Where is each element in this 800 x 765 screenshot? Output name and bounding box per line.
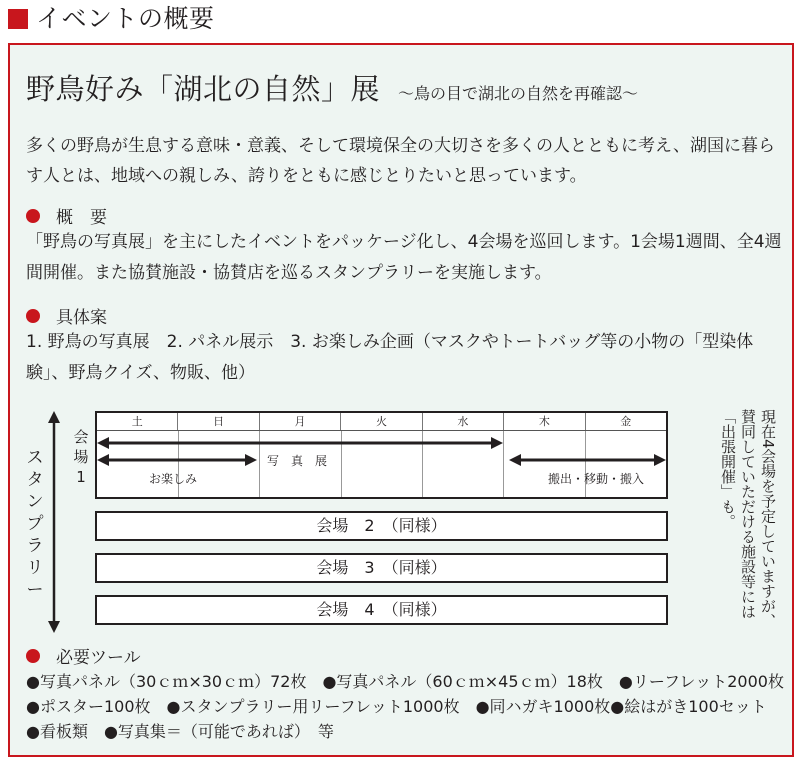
moving-label: 搬出・移動・搬入: [548, 472, 645, 486]
tools-heading: [26, 643, 141, 668]
intro-text: 多くの野鳥が生息する意味・意義、そして環境保全の大切さを多くの人とともに考え、湖国に暮らす人とは、地域への親しみ、誇りをともに感じとりたいと思っています。: [26, 136, 776, 186]
plan-text: 1. 野鳥の写真展 2. パネル展示 3. お楽しみ企画（マスクやトートバッグ等の小物の「型染体験」、野鳥クイズ、物販、他）: [26, 332, 754, 383]
title-row: [26, 67, 638, 108]
day-mon: 月: [260, 413, 341, 430]
day-wed: 水: [423, 413, 504, 430]
overview-heading-label: 概 要: [56, 208, 107, 228]
schedule-diagram: [10, 405, 792, 635]
tools-heading-label: 必要ツール: [56, 648, 141, 668]
venue4-bar: 会場 4 （同様）: [95, 595, 668, 625]
fun-event-arrow: [97, 454, 257, 466]
section-header: [8, 4, 215, 34]
day-thu: 木: [504, 413, 585, 430]
red-dot-icon: [26, 309, 40, 323]
venue3-bar: 会場 3 （同様）: [95, 553, 668, 583]
plan-heading-label: 具体案: [56, 308, 107, 328]
moving-arrow: [509, 454, 666, 466]
overview-text: 「野鳥の写真展」を主にしたイベントをパッケージ化し、4会場を巡回します。1会場1週間、全4週間開催。また協賛施設・協賛店を巡るスタンプラリーを実施します。: [26, 232, 782, 283]
red-dot-icon: [26, 209, 40, 223]
venue1-label: 会場1: [73, 428, 89, 486]
section-title: イベントの概要: [36, 4, 215, 33]
tools-text: ●写真パネル（30ｃｍ×30ｃｍ）72枚 ●写真パネル（60ｃｍ×45ｃｍ）18枚 ●リーフレット2000枚 ●ポスター100枚 ●スタンプラリー用リーフレット1000枚 ●同ハガキ1000枚●絵はがき100セット ●看板類 ●写真集＝（可能であれば） 等: [26, 672, 800, 741]
venue1-timeline: [95, 411, 668, 499]
event-title: 野鳥好み「湖北の自然」展: [26, 72, 381, 106]
photo-exhibition-arrow: [97, 437, 503, 449]
fun-event-label: お楽しみ: [149, 472, 198, 486]
red-square-icon: [8, 9, 28, 29]
double-arrow-vertical-icon: [48, 411, 60, 633]
overview-heading: [26, 203, 107, 228]
stamp-rally-label: スタンプラリー: [26, 448, 44, 600]
venue-note: 現在4会場を予定していますが、賛同していただける施設等には「出張開催」も。: [719, 409, 777, 629]
event-subtitle: 〜鳥の目で湖北の自然を再確認〜: [398, 84, 639, 103]
day-fri: 金: [620, 415, 632, 428]
event-panel: [8, 43, 800, 757]
plan-heading: [26, 303, 107, 328]
photo-exhibition-label: 写 真 展: [267, 454, 328, 468]
venue2-bar: 会場 2 （同様）: [95, 511, 668, 541]
red-dot-icon: [26, 649, 40, 663]
day-sun: 日: [178, 413, 259, 430]
day-tue: 火: [341, 413, 422, 430]
day-sat: 土: [97, 413, 178, 430]
